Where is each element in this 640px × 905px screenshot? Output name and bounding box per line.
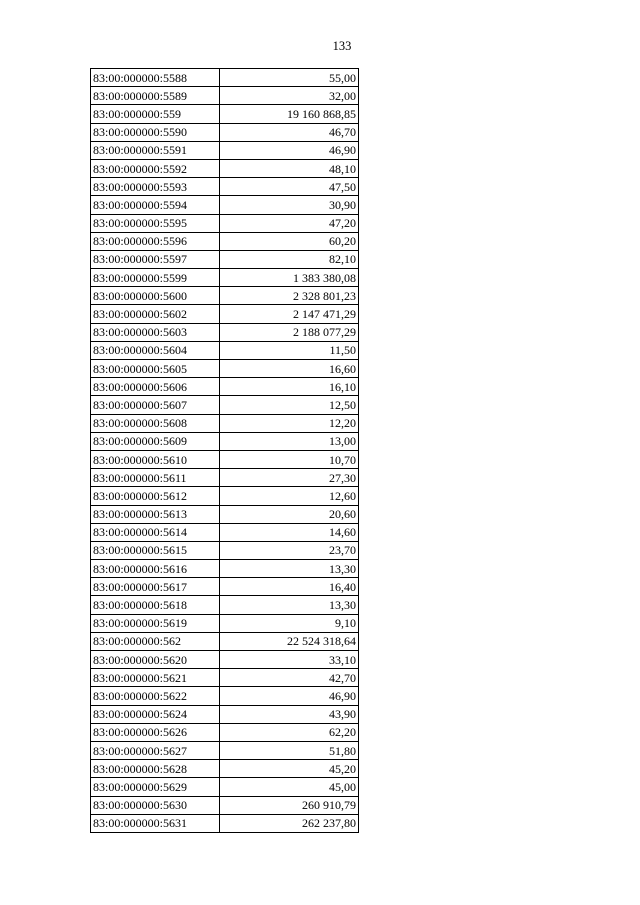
table-row: [91, 69, 359, 87]
table-row: [91, 523, 359, 541]
table-row: [91, 669, 359, 687]
table-row: [91, 705, 359, 723]
cadastral-number-cell: 83:00:000000:5603: [91, 323, 220, 341]
cadastral-number-cell: 83:00:000000:5615: [91, 541, 220, 559]
cadastral-number-cell: 83:00:000000:5617: [91, 578, 220, 596]
value-cell: 16,10: [220, 378, 359, 396]
cadastral-number-cell: 83:00:000000:5599: [91, 269, 220, 287]
value-cell: 12,60: [220, 487, 359, 505]
table-row: [91, 505, 359, 523]
value-cell: 262 237,80: [220, 814, 359, 832]
table-row: [91, 159, 359, 177]
value-cell: 19 160 868,85: [220, 105, 359, 123]
cadastral-number-cell: 83:00:000000:562: [91, 632, 220, 650]
cadastral-number-cell: 83:00:000000:5620: [91, 651, 220, 669]
table-row: [91, 432, 359, 450]
value-cell: 46,90: [220, 687, 359, 705]
page-number: 133: [332, 39, 352, 53]
value-cell: 46,70: [220, 123, 359, 141]
cadastral-number-cell: 83:00:000000:5613: [91, 505, 220, 523]
table-row: [91, 687, 359, 705]
table-row: [91, 541, 359, 559]
table-row: [91, 741, 359, 759]
value-cell: 260 910,79: [220, 796, 359, 814]
table-row: [91, 614, 359, 632]
value-cell: 2 188 077,29: [220, 323, 359, 341]
value-cell: 13,30: [220, 560, 359, 578]
table-row: [91, 341, 359, 359]
value-cell: 22 524 318,64: [220, 632, 359, 650]
cadastral-number-cell: 83:00:000000:5609: [91, 432, 220, 450]
value-cell: 12,20: [220, 414, 359, 432]
table-body: [91, 69, 359, 833]
cadastral-number-cell: 83:00:000000:5602: [91, 305, 220, 323]
cadastral-number-cell: 83:00:000000:5593: [91, 178, 220, 196]
table-row: [91, 105, 359, 123]
cadastral-number-cell: 83:00:000000:5627: [91, 741, 220, 759]
table-row: [91, 123, 359, 141]
table-row: [91, 578, 359, 596]
cadastral-number-cell: 83:00:000000:5592: [91, 159, 220, 177]
value-cell: 46,90: [220, 141, 359, 159]
table-row: [91, 814, 359, 832]
table-row: [91, 396, 359, 414]
table-row: [91, 651, 359, 669]
value-cell: 10,70: [220, 450, 359, 468]
value-cell: 12,50: [220, 396, 359, 414]
value-cell: 48,10: [220, 159, 359, 177]
value-cell: 45,20: [220, 760, 359, 778]
cadastral-number-cell: 83:00:000000:5618: [91, 596, 220, 614]
value-cell: 82,10: [220, 250, 359, 268]
cadastral-number-cell: 83:00:000000:5619: [91, 614, 220, 632]
cadastral-number-cell: 83:00:000000:5622: [91, 687, 220, 705]
table-row: [91, 178, 359, 196]
table-row: [91, 141, 359, 159]
cadastral-number-cell: 83:00:000000:5588: [91, 69, 220, 87]
value-cell: 27,30: [220, 469, 359, 487]
value-cell: 47,20: [220, 214, 359, 232]
table-row: [91, 469, 359, 487]
value-cell: 1 383 380,08: [220, 269, 359, 287]
cadastral-number-cell: 83:00:000000:5614: [91, 523, 220, 541]
table-row: [91, 232, 359, 250]
value-cell: 23,70: [220, 541, 359, 559]
cadastral-number-cell: 83:00:000000:5597: [91, 250, 220, 268]
table-row: [91, 723, 359, 741]
cadastral-number-cell: 83:00:000000:5621: [91, 669, 220, 687]
value-cell: 13,30: [220, 596, 359, 614]
cadastral-number-cell: 83:00:000000:5589: [91, 87, 220, 105]
table-row: [91, 378, 359, 396]
cadastral-number-cell: 83:00:000000:5629: [91, 778, 220, 796]
table-row: [91, 214, 359, 232]
table-row: [91, 760, 359, 778]
cadastral-number-cell: 83:00:000000:5607: [91, 396, 220, 414]
table-row: [91, 632, 359, 650]
cadastral-number-cell: 83:00:000000:5616: [91, 560, 220, 578]
table-row: [91, 450, 359, 468]
table-row: [91, 487, 359, 505]
value-cell: 45,00: [220, 778, 359, 796]
cadastral-number-cell: 83:00:000000:5630: [91, 796, 220, 814]
cadastral-number-cell: 83:00:000000:5594: [91, 196, 220, 214]
value-cell: 2 328 801,23: [220, 287, 359, 305]
value-cell: 30,90: [220, 196, 359, 214]
table-row: [91, 305, 359, 323]
table-row: [91, 360, 359, 378]
cadastral-number-cell: 83:00:000000:5595: [91, 214, 220, 232]
table-row: [91, 796, 359, 814]
table-row: [91, 323, 359, 341]
table-row: [91, 596, 359, 614]
table-row: [91, 287, 359, 305]
value-cell: 51,80: [220, 741, 359, 759]
cadastral-number-cell: 83:00:000000:5606: [91, 378, 220, 396]
value-cell: 20,60: [220, 505, 359, 523]
table-row: [91, 560, 359, 578]
value-cell: 9,10: [220, 614, 359, 632]
cadastral-number-cell: 83:00:000000:5591: [91, 141, 220, 159]
cadastral-number-cell: 83:00:000000:559: [91, 105, 220, 123]
cadastral-number-cell: 83:00:000000:5628: [91, 760, 220, 778]
cadastral-number-cell: 83:00:000000:5596: [91, 232, 220, 250]
value-cell: 47,50: [220, 178, 359, 196]
cadastral-number-cell: 83:00:000000:5600: [91, 287, 220, 305]
table-row: [91, 414, 359, 432]
value-cell: 16,60: [220, 360, 359, 378]
value-cell: 42,70: [220, 669, 359, 687]
table-row: [91, 196, 359, 214]
cadastral-value-table: [90, 68, 359, 833]
cadastral-number-cell: 83:00:000000:5605: [91, 360, 220, 378]
value-cell: 33,10: [220, 651, 359, 669]
table-row: [91, 269, 359, 287]
cadastral-number-cell: 83:00:000000:5611: [91, 469, 220, 487]
cadastral-number-cell: 83:00:000000:5631: [91, 814, 220, 832]
value-cell: 62,20: [220, 723, 359, 741]
cadastral-number-cell: 83:00:000000:5608: [91, 414, 220, 432]
value-cell: 14,60: [220, 523, 359, 541]
table-row: [91, 250, 359, 268]
cadastral-number-cell: 83:00:000000:5590: [91, 123, 220, 141]
cadastral-number-cell: 83:00:000000:5612: [91, 487, 220, 505]
table-row: [91, 87, 359, 105]
value-cell: 16,40: [220, 578, 359, 596]
value-cell: 11,50: [220, 341, 359, 359]
value-cell: 60,20: [220, 232, 359, 250]
cadastral-number-cell: 83:00:000000:5624: [91, 705, 220, 723]
table-row: [91, 778, 359, 796]
cadastral-number-cell: 83:00:000000:5626: [91, 723, 220, 741]
cadastral-number-cell: 83:00:000000:5604: [91, 341, 220, 359]
value-cell: 43,90: [220, 705, 359, 723]
value-cell: 32,00: [220, 87, 359, 105]
value-cell: 2 147 471,29: [220, 305, 359, 323]
value-cell: 13,00: [220, 432, 359, 450]
cadastral-number-cell: 83:00:000000:5610: [91, 450, 220, 468]
value-cell: 55,00: [220, 69, 359, 87]
